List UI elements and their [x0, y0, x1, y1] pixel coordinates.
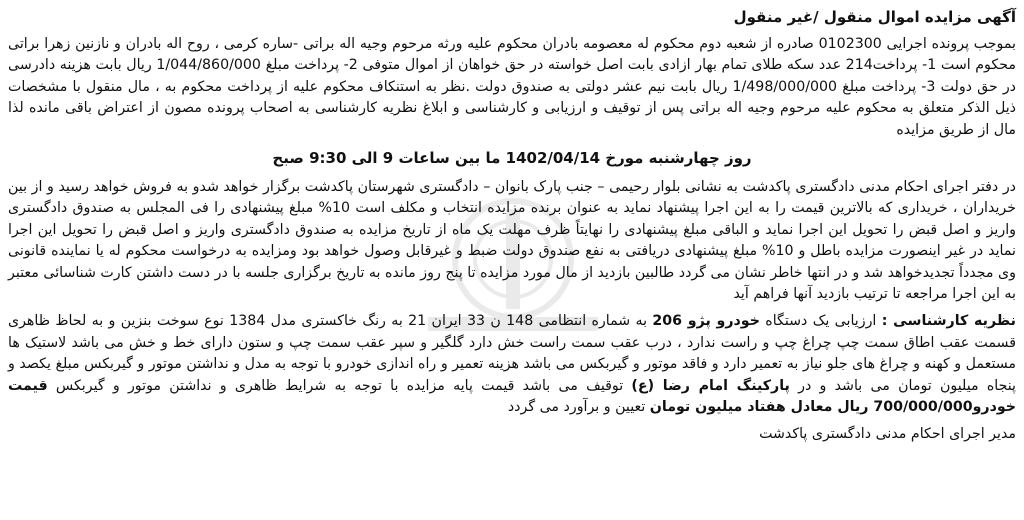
case-intro-paragraph: بموجب پرونده اجرایی 0102300 صادره از شعبه دوم محکوم له معصومه بادران محکوم علیه ورثه مرحوم وجیه اله براتی -ساره کرمی ، روح اله بادران و نازنین زهرا براتی محکوم است 1- پرداخت214 عدد سکه طلای تمام بهار ازادی بابت اصل خواسته در حق خواهان از اموال متوفی 2- پرداخت مبلغ 1/044/860/000 ریال بابت هزینه دادرسی در حق دولت 3- پرداخت مبلغ 1/498/000/000 ریال بابت نیم عشر دولتی به صندوق دولت .نظر به استنکاف محکوم علیه از پرداخت محکوم به ، مال منقول با مشخصات ذیل الذکر متعلق به محکوم علیه مرحوم وجیه اله براتی پس از توقیف و ارزیابی و کارشناسی و ابلاغ نظریه کارشناسی به اصحاب پرونده مصون از اعتراض باقی مانده لذا مال از طریق مزایده	[8, 36, 1017, 138]
expert-text-1: ارزیابی یک دستگاه	[759, 313, 882, 330]
auction-date-line: روز چهارشنبه مورخ 1402/04/14 ما بین ساعات 9 الی 9:30 صبح	[272, 149, 752, 168]
expert-opinion-paragraph	[8, 311, 1016, 418]
signature-line: مدیر اجرای احکام مدنی دادگستری پاکدشت	[759, 425, 1016, 442]
auction-notice	[8, 4, 1016, 516]
car-model: خودرو پژو 206	[652, 313, 760, 330]
notice-heading: آگهی مزایده اموال منقول /غیر منقول	[733, 8, 1016, 26]
expert-text-3: توقیف می باشد قیمت پایه مزایده با توجه به شرایط ظاهری و نداشتن موتور و گیربکس	[47, 377, 632, 394]
expert-text-2: به شماره انتظامی 148 ن 33 ایران 21 به رنگ خاکستری مدل 1384 نوع سوخت بنزین و به لحاظ ظاهری قسمت عقب اطاق سمت چپ چراغ چپ و راست ندارد ، درب عقب سمت راست خش دارد گلگیر و سپر عقب سمت چپ و ستون دارای خط و خش می باشد لاستیک ها مستعمل و کهنه و چراغ های جلو نیاز به تعمیر دارد و فاقد موتور و گیربکس می باشد هزینه تعمیر و راه اندازی خودرو با توجه به مدل و نداشتن موتور و گیربکس مبلغ یکصد و پنجاه میلیون تومان می باشد و در	[8, 313, 1016, 394]
expert-opinion-label: نظریه کارشناسی :	[881, 313, 1016, 330]
auction-conditions-paragraph: در دفتر اجرای احکام مدنی دادگستری پاکدشت به نشانی بلوار رحیمی – جنب پارک بانوان – دادگستری شهرستان پاکدشت برگزار خواهد شدو به فروش خواهد رسید و از بین خریداران ، خریداری که بالاترین قیمت را به این اجرا پیشنهاد نماید به عنوان برنده مزایده انتخاب و مکلف است 10% مبلغ پیشنهادی را فی المجلس به صندوق دادگستری واریز و اصل قبض را تحویل این اجرا نماید و الباقی مبلغ پیشنهادی را نهایتاً ظرف مهلت یک ماه از تاریخ مزایده به صندوق دادگستری واریز و اصل قبض را تحویل این اجرا نماید در غیر اینصورت مزایده باطل و 10% مبلغ پیشنهادی دریافتی به نفع صندوق دولت ضبط و غیرقابل وصول خواهد بود ومزایده به درخواست محکوم له یا نماینده قانونی وی مجدداً تجدیدخواهد شد و در انتها خاطر نشان می گردد طالبین بازدید از مال مورد مزایده تا پنج روز مانده به تاریخ برگزاری جلسه با در دست داشتن کارت شناسائی معتبر به این اجرا مراجعه تا ترتیب بازدید آنها فراهم آید	[8, 179, 1016, 303]
expert-text-4: تعیین و برآورد می گردد	[507, 399, 650, 416]
parking-name: پارکینگ امام رضا (ع)	[631, 377, 790, 394]
base-price: قیمت خودرو700/000/000 ریال معادل هفتاد میلیون تومان	[8, 377, 1016, 416]
